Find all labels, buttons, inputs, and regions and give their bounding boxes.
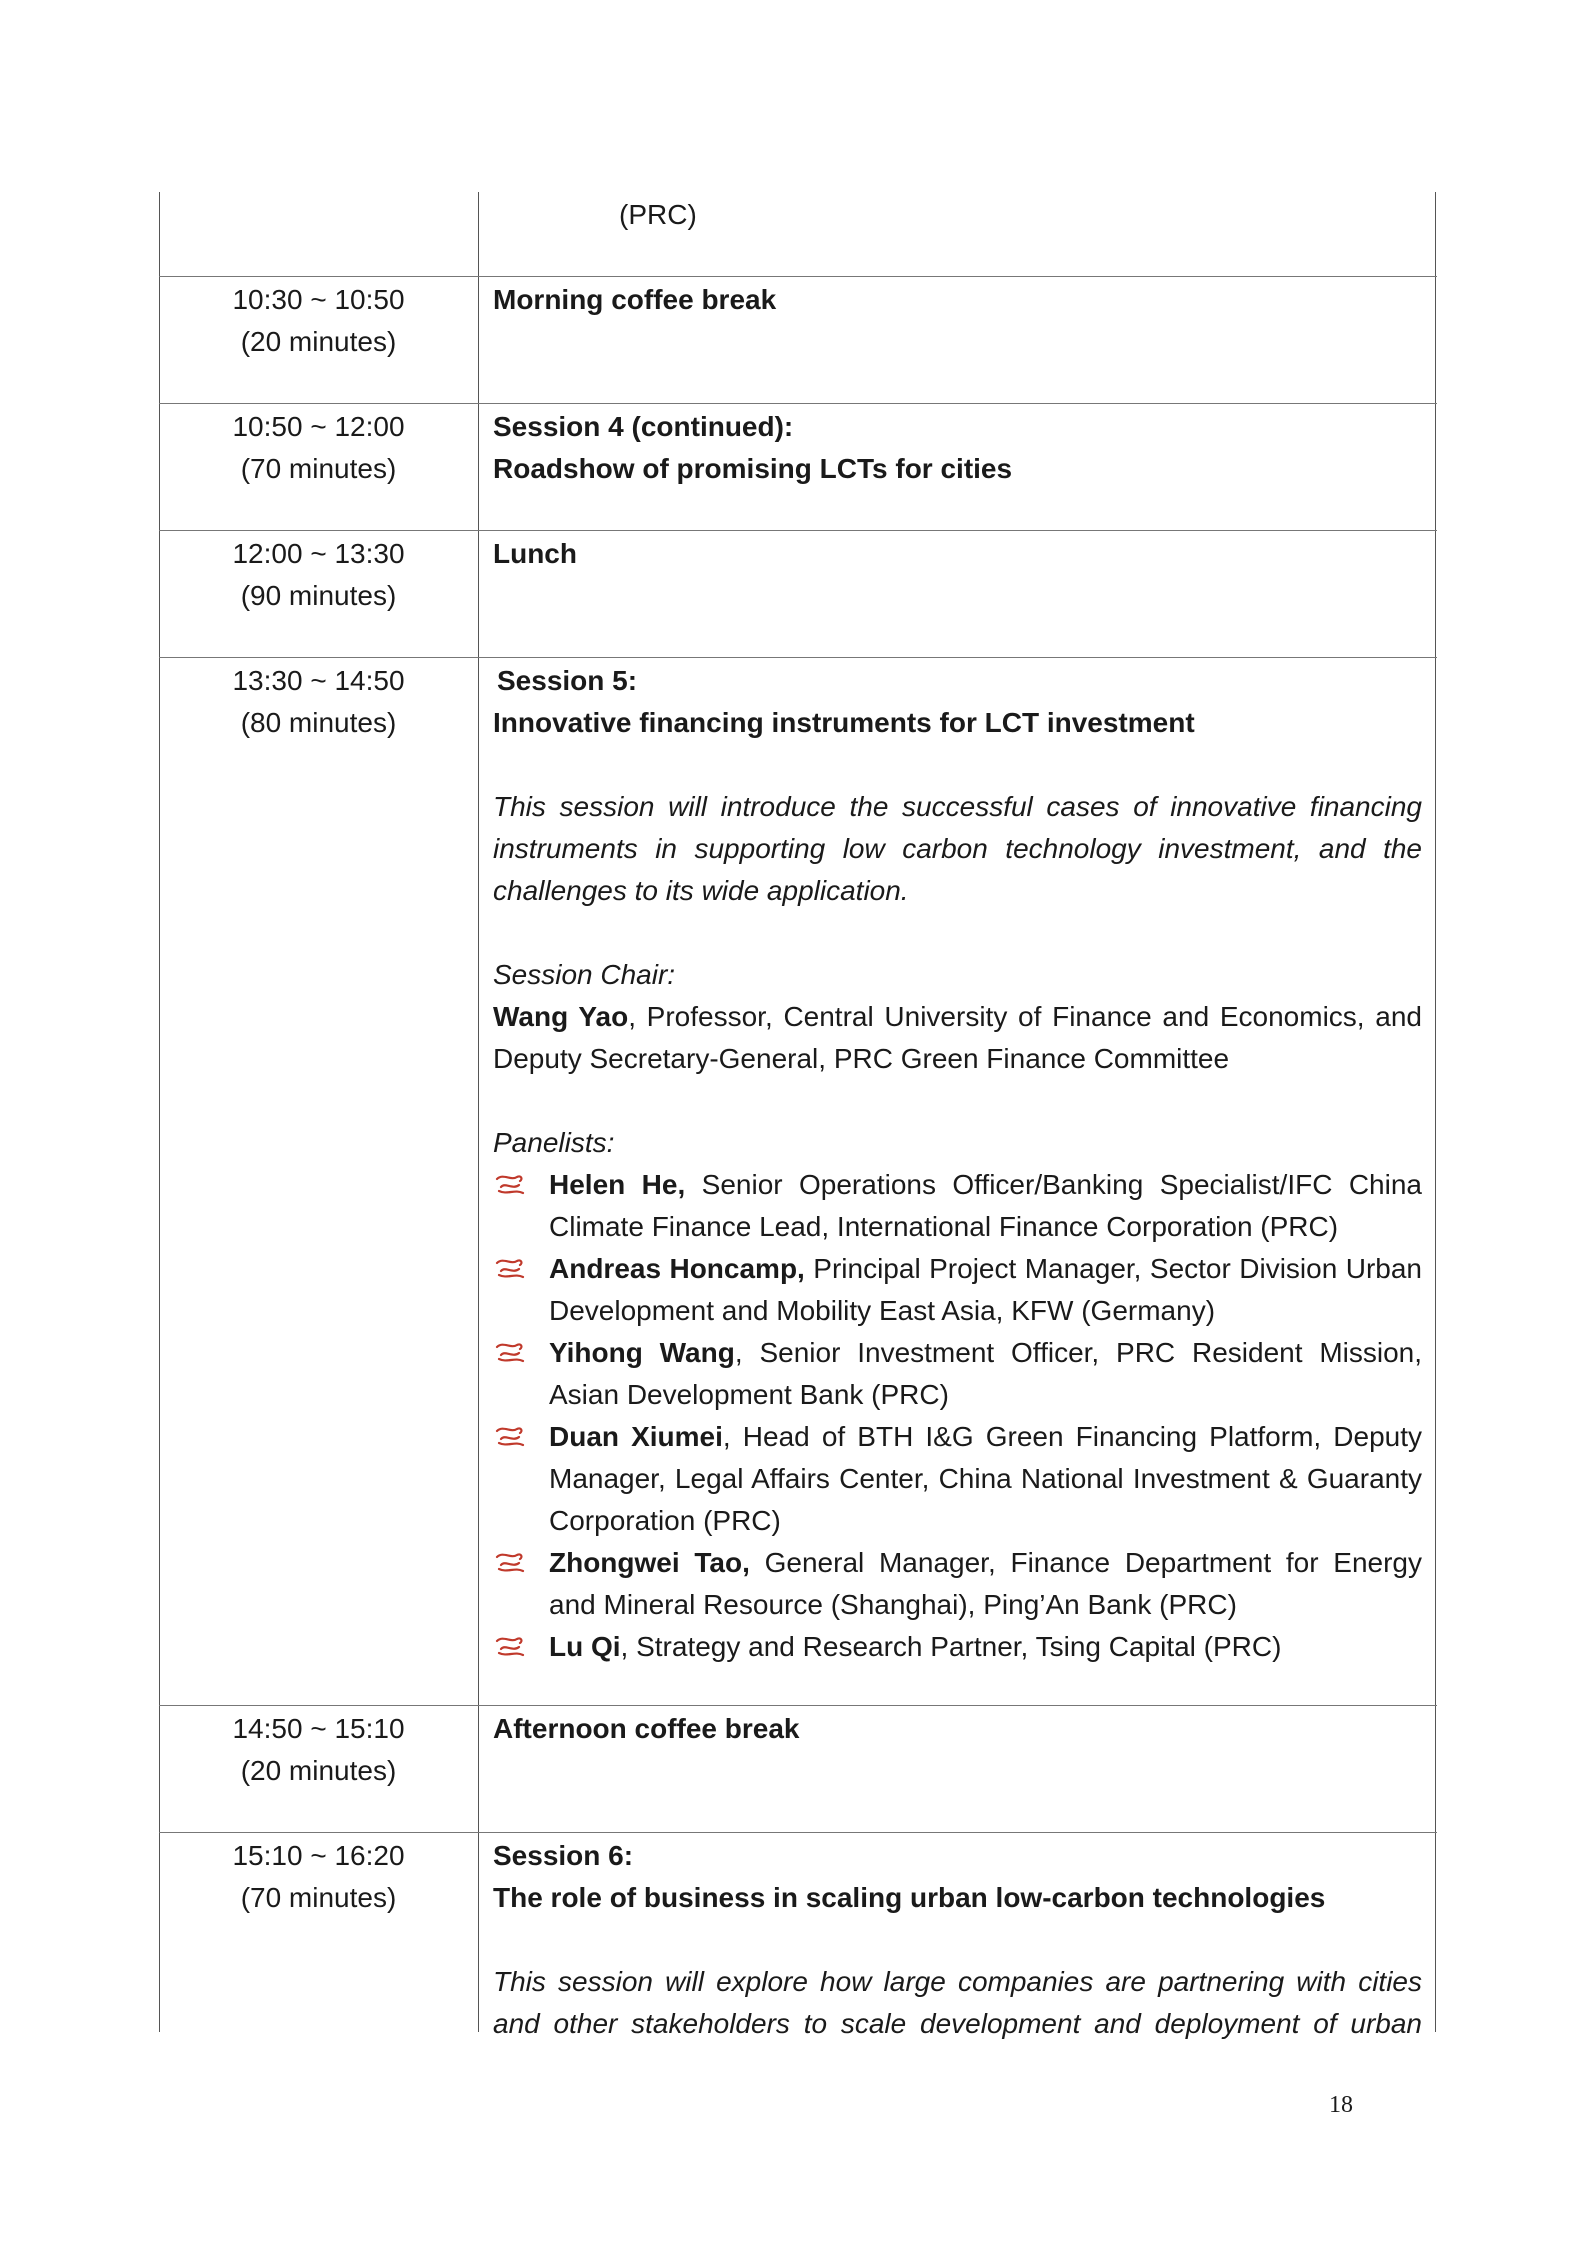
- panelist-name: Andreas Honcamp,: [549, 1253, 805, 1284]
- session-chair-label: Session Chair:: [493, 959, 676, 990]
- time-duration: (70 minutes): [240, 1882, 397, 1913]
- chair-detail: , Professor, Central University of Finance and Economics, and Deputy Secretary-General, PRC Green Finance Committee: [493, 1001, 1423, 1074]
- session-description: This session will explore how large companies are partnering with cities and other stakeholders to scale development and deployment of urban: [493, 1966, 1422, 2039]
- time-range: 12:00 ~ 13:30: [232, 538, 405, 569]
- time-range: 14:50 ~ 15:10: [232, 1713, 405, 1744]
- scroll-bullet-icon: [493, 1251, 527, 1285]
- table-row: [159, 530, 1437, 658]
- session-subtitle: The role of business in scaling urban low-carbon technologies: [493, 1882, 1326, 1913]
- panelist-detail: , Head of BTH I&G Green Financing Platform, Deputy Manager, Legal Affairs Center, China National Investment & Guaranty Corporation (PRC): [549, 1421, 1422, 1536]
- time-duration: (20 minutes): [240, 1755, 397, 1786]
- time-range: 13:30 ~ 14:50: [232, 665, 405, 696]
- panelists-label: Panelists:: [493, 1127, 615, 1158]
- time-cell: [159, 404, 478, 490]
- list-item: [493, 1332, 1422, 1416]
- content-cell: [493, 658, 1422, 1668]
- list-item: [493, 1248, 1422, 1332]
- list-item: [493, 1542, 1422, 1626]
- scroll-bullet-icon: [493, 1419, 527, 1453]
- session-title: Lunch: [493, 538, 577, 569]
- table-row-continued: [159, 192, 1437, 276]
- session-description: This session will introduce the successful cases of innovative financing instruments in supporting low carbon technology investment, and the challenges to its wide application.: [493, 791, 1422, 906]
- time-duration: (20 minutes): [240, 326, 397, 357]
- scroll-bullet-icon: [493, 1335, 527, 1369]
- panelist-name: Lu Qi: [549, 1631, 621, 1662]
- table-row: [159, 276, 1437, 404]
- session-subtitle: Innovative financing instruments for LCT investment: [493, 707, 1195, 738]
- time-cell: [159, 531, 478, 617]
- panelists-list: [493, 1164, 1422, 1668]
- scroll-bullet-icon: [493, 1545, 527, 1579]
- list-item: [493, 1416, 1422, 1542]
- page-number: 18: [1329, 2092, 1353, 2118]
- session-subtitle: Roadshow of promising LCTs for cities: [493, 453, 1013, 484]
- chair-name: Wang Yao: [493, 1001, 629, 1032]
- session-title: Morning coffee break: [493, 284, 777, 315]
- content-cell: [493, 1833, 1422, 2045]
- time-cell: [159, 658, 478, 744]
- panelist-name: Yihong Wang: [549, 1337, 735, 1368]
- panelist-detail: Principal Project Manager, Sector Division Urban Development and Mobility East Asia, KFW (Germany): [549, 1253, 1423, 1326]
- session-title: Session 5:: [497, 665, 638, 696]
- content-cell: [493, 277, 1422, 321]
- panelist-name: Helen He,: [549, 1169, 686, 1200]
- content-cell: [493, 404, 1422, 490]
- agenda-table: [159, 192, 1437, 2039]
- time-range: 10:50 ~ 12:00: [232, 411, 405, 442]
- list-item: [493, 1626, 1422, 1668]
- time-duration: (70 minutes): [240, 453, 397, 484]
- time-range: 15:10 ~ 16:20: [232, 1840, 405, 1871]
- scroll-bullet-icon: [493, 1167, 527, 1201]
- time-range: 10:30 ~ 10:50: [232, 284, 405, 315]
- table-row: [159, 403, 1437, 531]
- content-cell: [493, 531, 1422, 575]
- time-cell: [159, 1706, 478, 1792]
- table-row: [159, 657, 1437, 1706]
- panelist-detail: , Strategy and Research Partner, Tsing Capital (PRC): [620, 1631, 1282, 1662]
- panelist-detail: , Senior Investment Officer, PRC Resident Mission, Asian Development Bank (PRC): [549, 1337, 1423, 1410]
- panelist-name: Duan Xiumei: [549, 1421, 723, 1452]
- session-title: Session 4 (continued):: [493, 411, 794, 442]
- scroll-bullet-icon: [493, 1629, 527, 1663]
- time-cell: [159, 277, 478, 363]
- session-title: Session 6:: [493, 1840, 634, 1871]
- table-row: [159, 1705, 1437, 1833]
- time-duration: (90 minutes): [240, 580, 397, 611]
- time-cell: [159, 1833, 478, 1919]
- list-item: [493, 1164, 1422, 1248]
- panelist-detail: Senior Operations Officer/Banking Specialist/IFC China Climate Finance Lead, International Finance Corporation (PRC): [549, 1169, 1422, 1242]
- content-cell: [493, 1706, 1422, 1750]
- panelist-name: Zhongwei Tao,: [549, 1547, 750, 1578]
- session-chair: [493, 996, 1422, 1080]
- table-row: [159, 1832, 1437, 2039]
- panelist-detail: General Manager, Finance Department for Energy and Mineral Resource (Shanghai), Ping’An Bank (PRC): [549, 1547, 1422, 1620]
- time-duration: (80 minutes): [240, 707, 397, 738]
- continued-text: (PRC): [619, 199, 697, 230]
- session-title: Afternoon coffee break: [493, 1713, 800, 1744]
